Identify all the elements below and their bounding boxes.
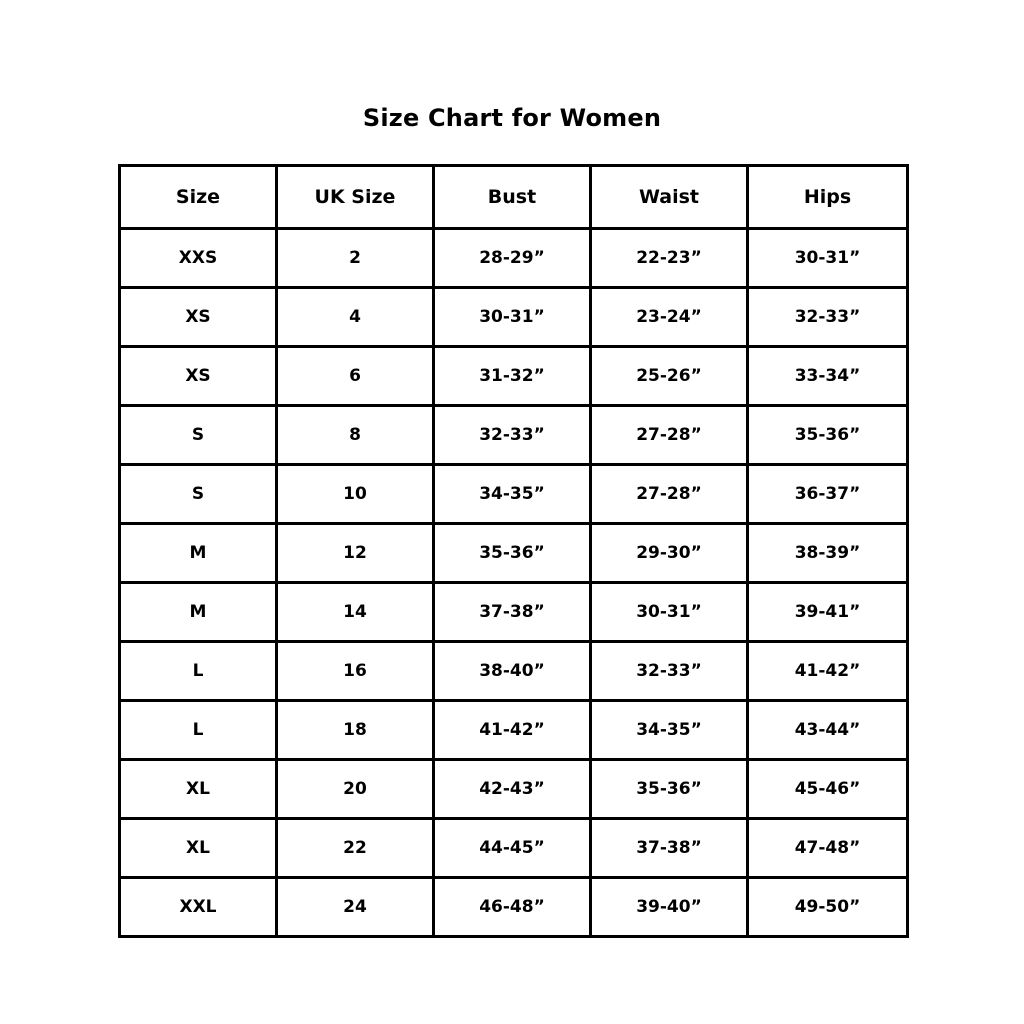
cell-waist: 35-36” [591,760,748,819]
cell-size: XS [120,288,277,347]
table-row [120,760,908,819]
cell-hips: 30-31” [748,229,908,288]
cell-waist: 39-40” [591,878,748,937]
cell-uk-size: 22 [277,819,434,878]
cell-uk-size: 24 [277,878,434,937]
cell-uk-size: 20 [277,760,434,819]
cell-uk-size: 4 [277,288,434,347]
cell-hips: 32-33” [748,288,908,347]
table-row [120,878,908,937]
cell-hips: 33-34” [748,347,908,406]
cell-size: XXL [120,878,277,937]
cell-waist: 37-38” [591,819,748,878]
cell-waist: 29-30” [591,524,748,583]
cell-bust: 34-35” [434,465,591,524]
cell-waist: 27-28” [591,465,748,524]
size-chart-table-container [118,164,906,938]
column-header-size: Size [120,166,277,229]
cell-hips: 47-48” [748,819,908,878]
cell-size: XL [120,760,277,819]
cell-uk-size: 2 [277,229,434,288]
size-chart-table [118,164,909,938]
table-row [120,524,908,583]
cell-waist: 27-28” [591,406,748,465]
cell-hips: 36-37” [748,465,908,524]
cell-uk-size: 16 [277,642,434,701]
cell-waist: 22-23” [591,229,748,288]
cell-size: XL [120,819,277,878]
cell-hips: 45-46” [748,760,908,819]
cell-size: S [120,406,277,465]
cell-size: XS [120,347,277,406]
cell-hips: 35-36” [748,406,908,465]
cell-waist: 34-35” [591,701,748,760]
table-row [120,288,908,347]
cell-size: XXS [120,229,277,288]
cell-uk-size: 18 [277,701,434,760]
table-row [120,642,908,701]
cell-bust: 38-40” [434,642,591,701]
column-header-bust: Bust [434,166,591,229]
cell-uk-size: 6 [277,347,434,406]
table-row [120,406,908,465]
cell-bust: 31-32” [434,347,591,406]
table-row [120,229,908,288]
table-row [120,347,908,406]
cell-size: S [120,465,277,524]
cell-bust: 32-33” [434,406,591,465]
column-header-waist: Waist [591,166,748,229]
cell-bust: 37-38” [434,583,591,642]
cell-bust: 46-48” [434,878,591,937]
table-row [120,465,908,524]
cell-size: M [120,583,277,642]
cell-bust: 44-45” [434,819,591,878]
cell-hips: 41-42” [748,642,908,701]
table-row [120,819,908,878]
table-body [120,229,908,937]
table-header-row [120,166,908,229]
page-title: Size Chart for Women [362,104,662,132]
column-header-uk-size: UK Size [277,166,434,229]
table-row [120,701,908,760]
cell-bust: 30-31” [434,288,591,347]
cell-size: L [120,642,277,701]
table-header [120,166,908,229]
cell-waist: 32-33” [591,642,748,701]
cell-waist: 25-26” [591,347,748,406]
cell-bust: 28-29” [434,229,591,288]
cell-bust: 35-36” [434,524,591,583]
cell-hips: 49-50” [748,878,908,937]
table-row [120,583,908,642]
cell-waist: 30-31” [591,583,748,642]
cell-uk-size: 10 [277,465,434,524]
cell-uk-size: 8 [277,406,434,465]
cell-uk-size: 12 [277,524,434,583]
cell-bust: 41-42” [434,701,591,760]
cell-size: L [120,701,277,760]
cell-bust: 42-43” [434,760,591,819]
column-header-hips: Hips [748,166,908,229]
cell-size: M [120,524,277,583]
cell-uk-size: 14 [277,583,434,642]
cell-hips: 38-39” [748,524,908,583]
cell-waist: 23-24” [591,288,748,347]
cell-hips: 43-44” [748,701,908,760]
cell-hips: 39-41” [748,583,908,642]
